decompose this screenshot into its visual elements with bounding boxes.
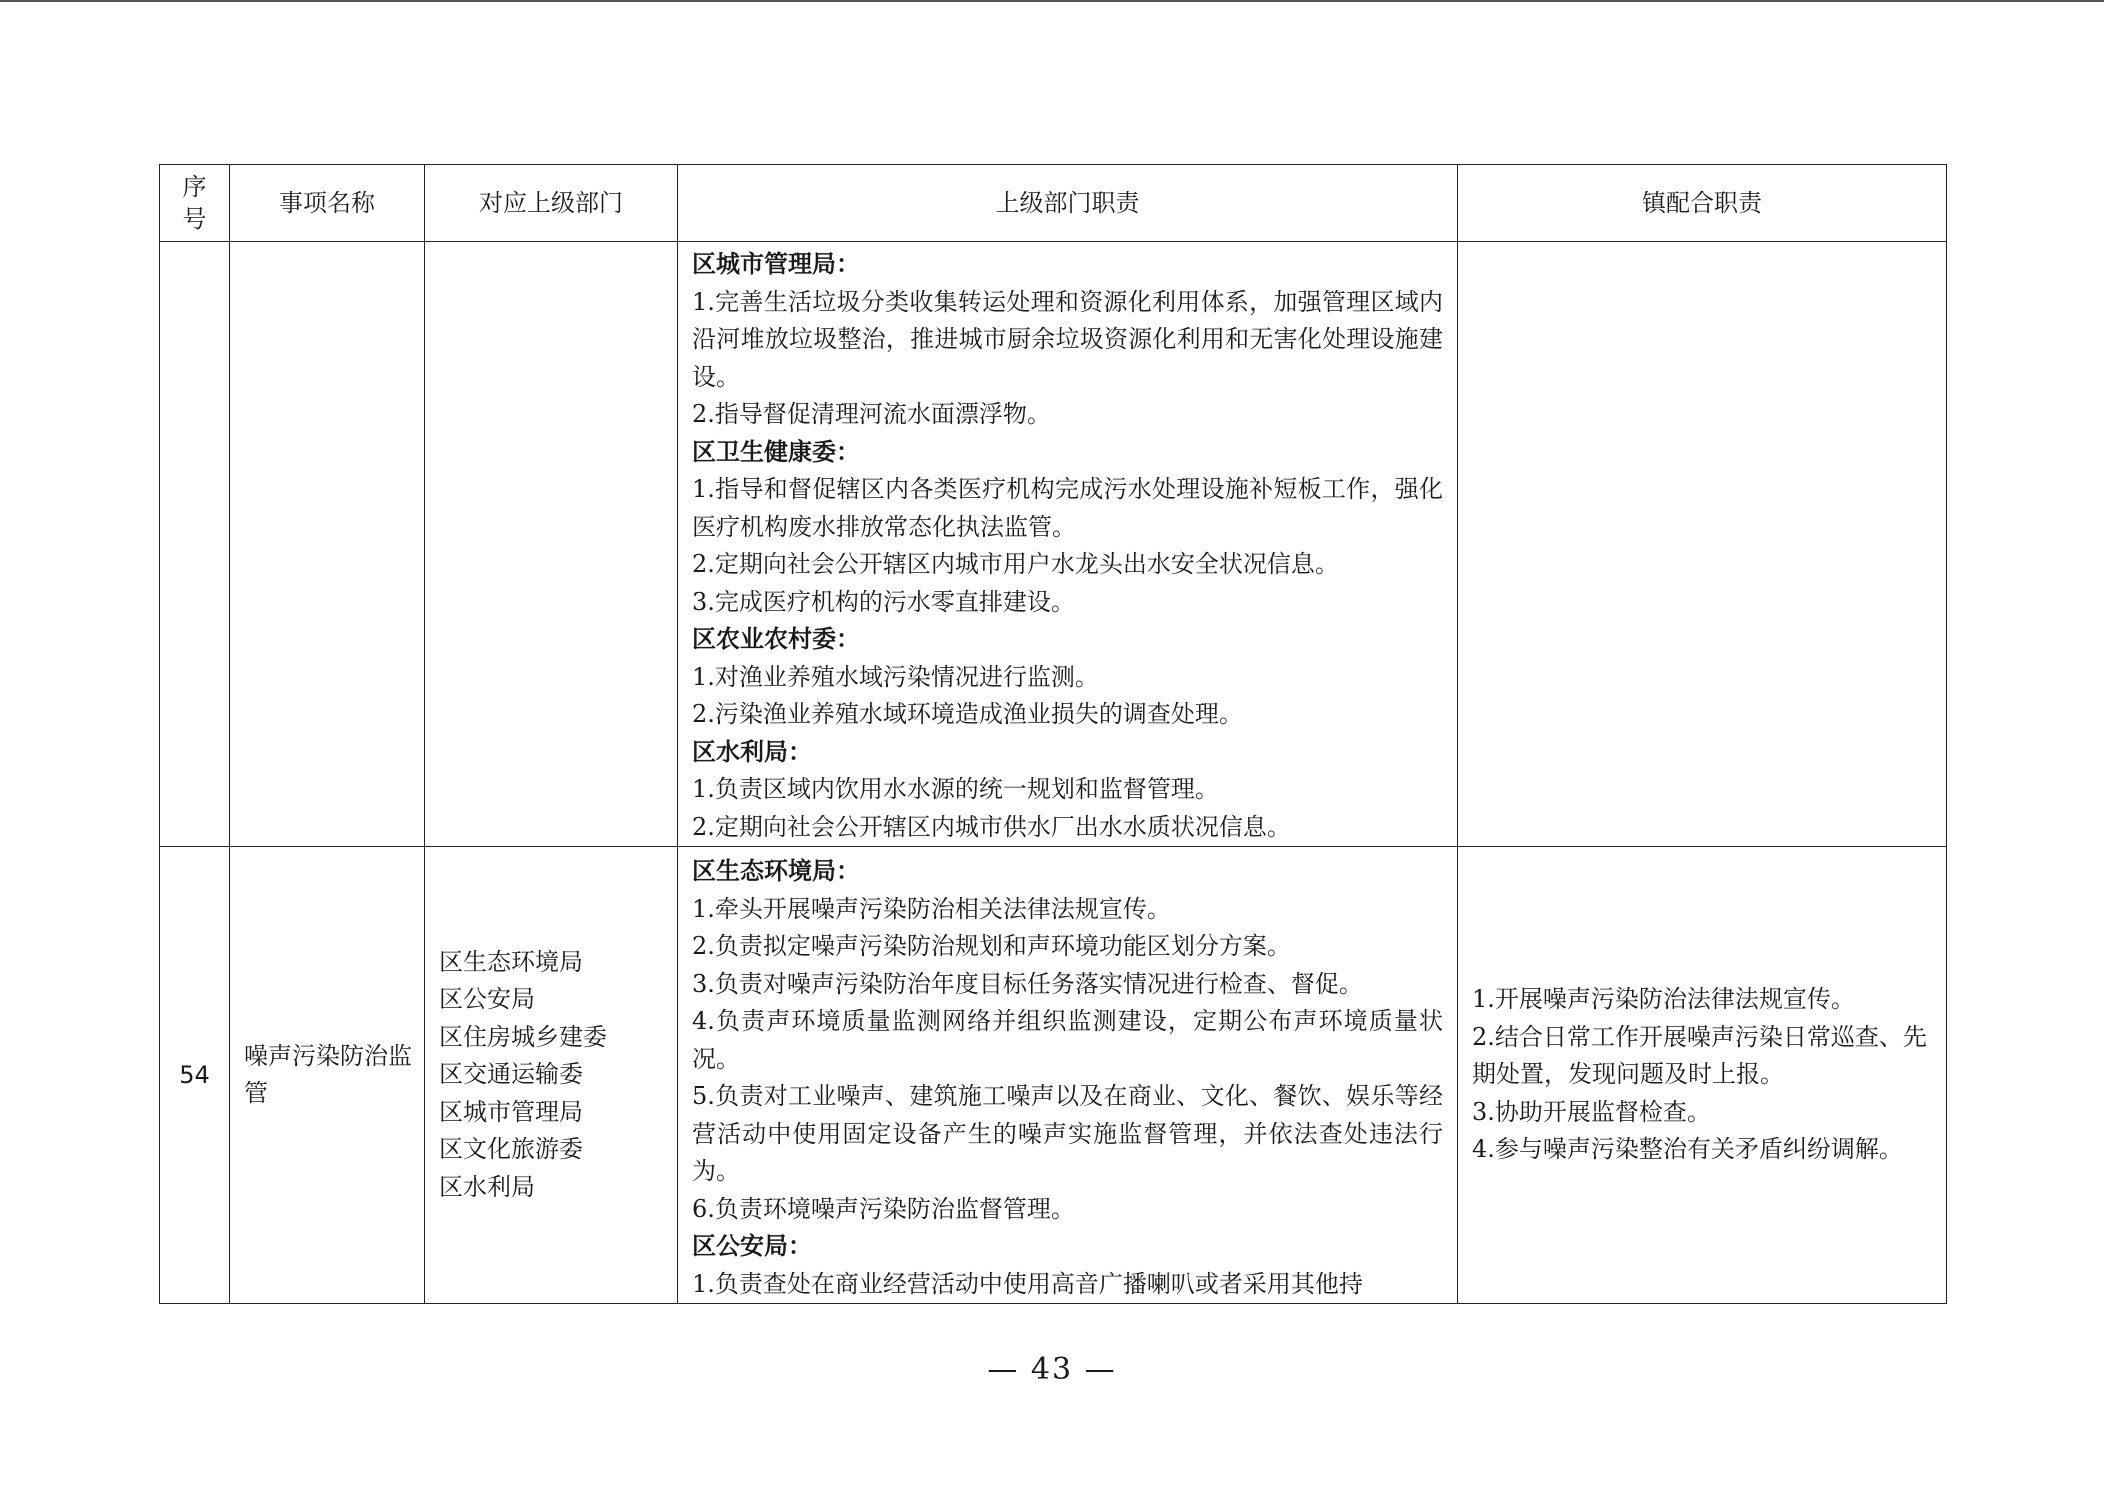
town-duty-list [1472,981,1936,1169]
town-duty-item: 2.结合日常工作开展噪声污染日常巡查、先期处置，发现问题及时上报。 [1472,1022,1927,1089]
dept-item: 区公安局 [439,985,535,1014]
header-superior-dept: 对应上级部门 [425,165,678,242]
duty-sections [692,853,1443,1303]
row-item-name [230,242,425,847]
duty-item: 3.负责对噪声污染防治年度目标任务落实情况进行检查、督促。 [692,969,1363,998]
dept-item: 区生态环境局 [439,947,583,976]
town-duty-item: 4.参与噪声污染整治有关矛盾纠纷调解。 [1472,1135,1903,1164]
section-title: 区生态环境局： [692,857,860,885]
header-item-name: 事项名称 [230,165,425,242]
top-border-line [0,0,2104,2]
duty-item: 4.负责声环境质量监测网络并组织监测建设，定期公布声环境质量状况。 [692,1007,1443,1073]
duty-item: 6.负责环境噪声污染防治监督管理。 [692,1194,1075,1223]
section-title: 区城市管理局： [692,250,860,278]
section-title: 区水利局： [692,737,812,766]
section-title: 区公安局： [692,1232,812,1260]
duty-item: 2.定期向社会公开辖区内城市供水厂出水水质状况信息。 [692,812,1291,841]
duty-item: 3.完成医疗机构的污水零直排建设。 [692,587,1075,616]
header-superior-duty: 上级部门职责 [678,165,1458,242]
row-item-name: 噪声污染防治监管 [230,847,425,1304]
duty-item: 2.负责拟定噪声污染防治规划和声环境功能区划分方案。 [692,932,1291,960]
duty-item: 5.负责对工业噪声、建筑施工噪声以及在商业、文化、餐饮、娱乐等经营活动中使用固定设备产生的噪声实施监督管理，并依法查处违法行为。 [692,1082,1443,1185]
row-dept-list [425,242,678,847]
table-header-row [160,165,1947,242]
row-town-duties [1458,847,1947,1304]
dept-list [439,944,663,1207]
dept-item: 区城市管理局 [439,1097,583,1126]
duty-item: 2.污染渔业养殖水域环境造成渔业损失的调查处理。 [692,700,1243,728]
header-town-duty: 镇配合职责 [1458,165,1947,242]
dept-item: 区文化旅游委 [439,1135,583,1164]
row-no [160,242,230,847]
duty-item: 1.对渔业养殖水域污染情况进行监测。 [692,662,1099,691]
dept-item: 区住房城乡建委 [439,1022,607,1051]
dept-item: 区交通运输委 [439,1060,583,1089]
page-number: — 43 — [987,1352,1117,1387]
table-row [160,847,1947,1304]
town-duty-item: 1.开展噪声污染防治法律法规宣传。 [1472,985,1855,1014]
duty-item: 2.指导督促清理河流水面漂浮物。 [692,400,1051,428]
row-duties [678,847,1458,1304]
duty-item: 1.完善生活垃圾分类收集转运处理和资源化利用体系，加强管理区域内沿河堆放垃圾整治，推进城市厨余垃圾资源化利用和无害化处理设施建设。 [692,287,1443,391]
duty-item: 2.定期向社会公开辖区内城市用户水龙头出水安全状况信息。 [692,550,1339,578]
duty-item: 1.指导和督促辖区内各类医疗机构完成污水处理设施补短板工作，强化医疗机构废水排放常态化执法监管。 [692,475,1443,541]
header-no: 序号 [160,165,230,242]
duty-sections [692,246,1443,846]
duty-item: 1.负责区域内饮用水水源的统一规划和监督管理。 [692,775,1219,803]
row-no: 54 [160,847,230,1304]
row-town-duties [1458,242,1947,847]
duty-item: 1.负责查处在商业经营活动中使用高音广播喇叭或者采用其他持 [692,1269,1363,1298]
section-title: 区农业农村委： [692,625,860,653]
duty-item: 1.牵头开展噪声污染防治相关法律法规宣传。 [692,894,1171,923]
town-duty-item: 3.协助开展监督检查。 [1472,1097,1711,1126]
row-duties [678,242,1458,847]
table-row [160,242,1947,847]
dept-item: 区水利局 [439,1172,535,1201]
duty-table [159,164,1947,1304]
section-title: 区卫生健康委： [692,437,860,466]
row-dept-list [425,847,678,1304]
